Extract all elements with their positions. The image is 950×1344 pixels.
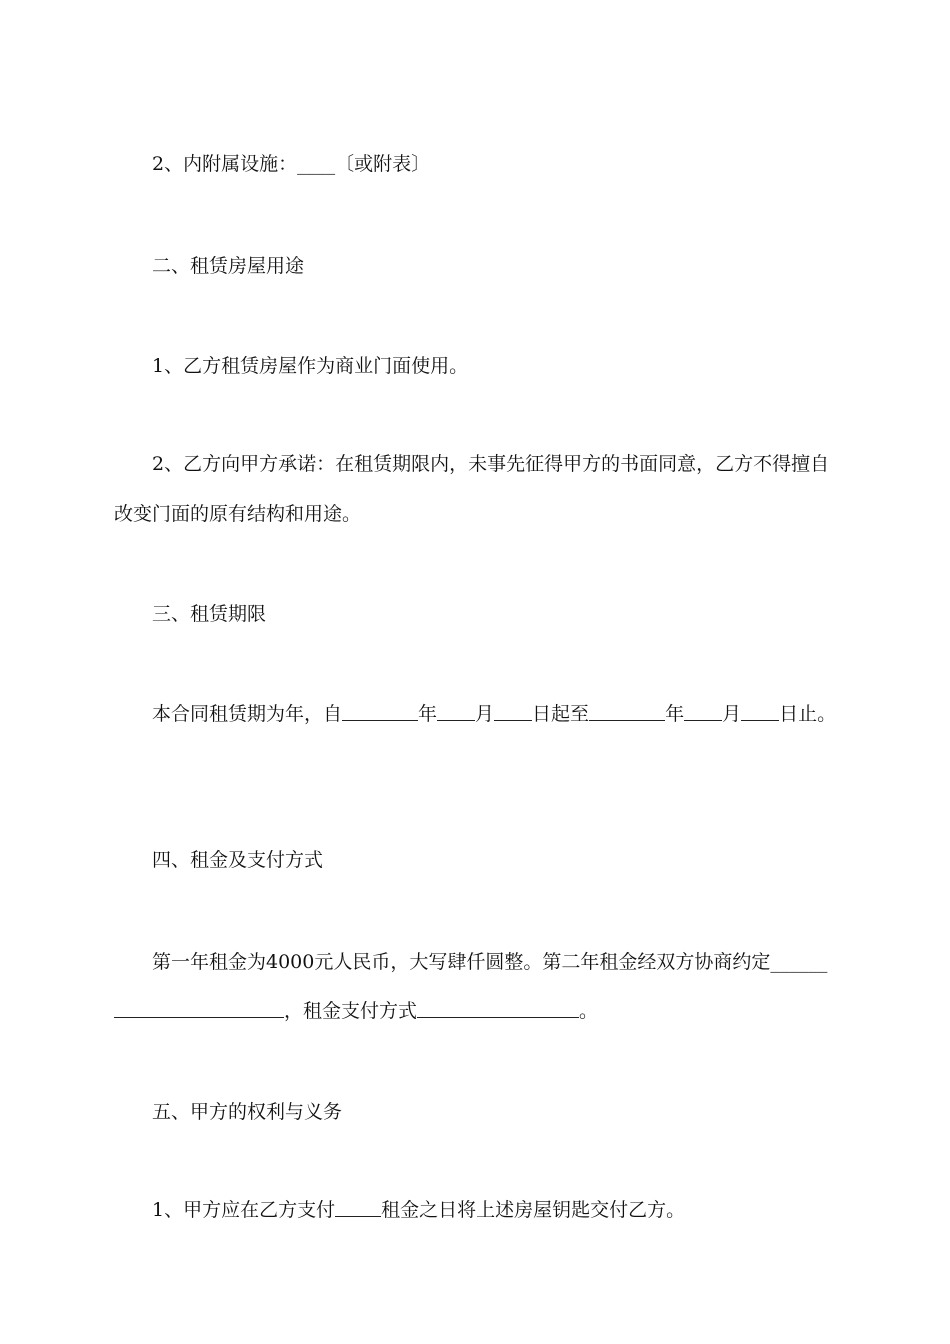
start-month-blank bbox=[437, 702, 475, 721]
item-promise-line-2: 改变门面的原有结构和用途。 bbox=[114, 503, 362, 525]
start-year-blank bbox=[342, 702, 418, 721]
lease-term-sentence bbox=[0, 700, 950, 728]
handover-text-a: 1、甲方应在乙方支付 bbox=[152, 1199, 336, 1221]
handover-text-b: 租金之日将上述房屋钥匙交付乙方。 bbox=[381, 1199, 686, 1221]
section-heading-usage: 二、租赁房屋用途 bbox=[152, 255, 305, 277]
handover-blank bbox=[335, 1198, 381, 1217]
section-heading-rent: 四、租金及支付方式 bbox=[152, 849, 324, 871]
rent-agreement-blank bbox=[114, 999, 284, 1018]
term-text-c: 月 bbox=[475, 703, 495, 725]
term-text-g: 日止。 bbox=[779, 703, 837, 725]
term-text-f: 月 bbox=[722, 703, 742, 725]
term-text-a: 本合同租赁期为年，自 bbox=[152, 703, 343, 725]
rent-line-1: 第一年租金为4000元人民币，大写肆仟圆整。第二年租金经双方协商约定______ bbox=[152, 951, 828, 973]
rent-text-a: ，租金支付方式 bbox=[284, 1000, 418, 1022]
start-day-blank bbox=[494, 702, 532, 721]
end-month-blank bbox=[684, 702, 722, 721]
end-day-blank bbox=[741, 702, 779, 721]
section-heading-term: 三、租赁期限 bbox=[152, 603, 267, 625]
item-commercial-use: 1、乙方租赁房屋作为商业门面使用。 bbox=[152, 355, 469, 377]
payment-method-blank bbox=[417, 999, 579, 1018]
item-key-handover bbox=[0, 1196, 950, 1224]
rent-line-2 bbox=[0, 997, 950, 1025]
item-attached-facilities: 2、内附属设施：____〔或附表〕 bbox=[152, 153, 431, 175]
section-heading-party-a: 五、甲方的权利与义务 bbox=[152, 1101, 343, 1123]
end-year-blank bbox=[589, 702, 665, 721]
term-text-d: 日起至 bbox=[532, 703, 590, 725]
rent-text-b: 。 bbox=[579, 1000, 599, 1022]
item-promise-line-1: 2、乙方向甲方承诺：在租赁期限内，未事先征得甲方的书面同意，乙方不得擅自 bbox=[152, 453, 830, 475]
term-text-e: 年 bbox=[665, 703, 685, 725]
term-text-b: 年 bbox=[418, 703, 438, 725]
